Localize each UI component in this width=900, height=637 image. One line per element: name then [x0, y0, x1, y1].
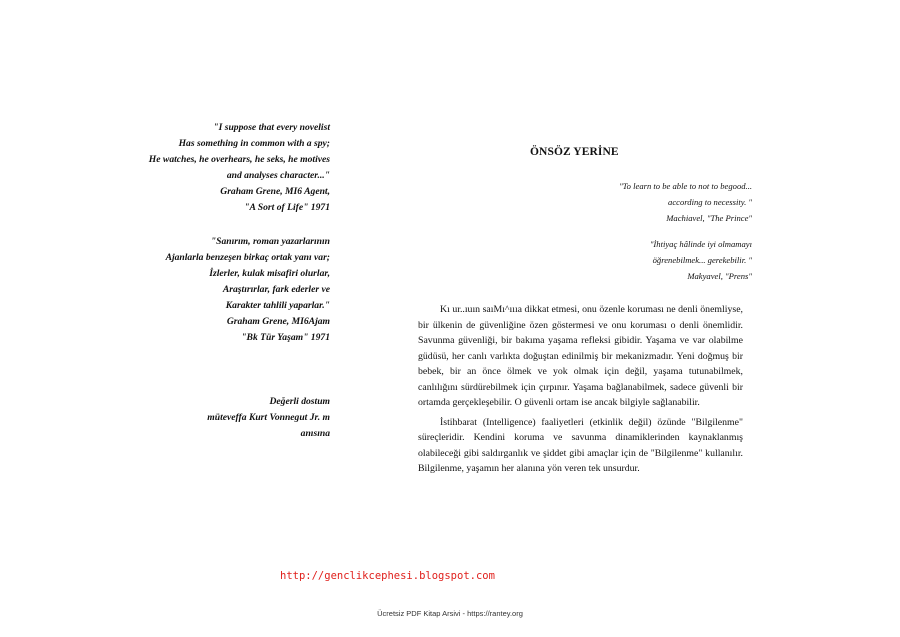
quote-source: "A Sort of Life" 1971 — [244, 202, 330, 213]
body-text — [418, 302, 743, 477]
paragraph: Kı ur..ıuın saıMı^ıııa dikkat etmesi, onu özenle koruması ne denli önemliyse, bir ülkenin de güvenliğine özen göstermesi ve onu koruması o denli önemlidir. Savunma güvenliği, bir bakıma yaşama refleksi gibidir. Yaşama ve var olabilme güdüsü, her canlı varlıkta doğuştan edinilmiş bir mekanizmadır. Yeni doğmuş bir bebek, bir an önce ölmek ve yok olmak için değil, yaşama tutunabilmek, canlılığını sürdürebilmek için çırpınır. Yaşama bağlanabilmek, sadece güvenli bir ortamda gerçekleşebilir. O güvenli ortam ise ancak bilgiyle sağlanabilir. — [418, 304, 743, 408]
turkish-epigraph — [650, 236, 752, 284]
quote-line: Has something in common with a spy; — [178, 138, 330, 149]
footer-text: Ücretsiz PDF Kitap Arsivi - https://rantey.org — [377, 609, 523, 618]
quote-line: and analyses character..." — [226, 170, 330, 181]
epigraph-line: according to necessity. " — [668, 197, 752, 207]
epigraph-line: "To learn to be able to not to begood... — [619, 181, 752, 191]
paragraph: İstihbarat (Intelligence) faaliyetleri (etkinlik değil) özünde "Bilgilenme" süreçleridir. Kendini koruma ve savunma dinamiklerinden kaynaklanmış olabileceği gibi saldırganlık ve şiddet gibi amaçlar için de "Bilgilenme" kullanılır. Bilgilenme, yaşamın her alanına yön veren tek unsurdur. — [418, 416, 743, 474]
left-epigraph-column — [100, 120, 330, 439]
english-epigraph — [619, 178, 752, 226]
quote-line: Araştırırlar, fark ederler ve — [222, 284, 330, 295]
epigraph-attribution: Machiavel, "The Prince" — [666, 213, 752, 223]
quote-line: İzlerler, kulak misafiri olurlar, — [209, 268, 330, 279]
epigraph-line: "İhtiyaç hâlinde iyi olmamayı — [649, 239, 752, 249]
quote-line: He watches, he overhears, he seks, he motives — [148, 154, 330, 165]
quote-source: "Bk Tür Yaşam" 1971 — [241, 332, 330, 343]
dedication-line: anısına — [300, 428, 330, 439]
epigraph-attribution: Makyavel, "Prens" — [687, 271, 752, 281]
dedication-line: müteveffa Kurt Vonnegut Jr. m — [207, 412, 330, 423]
quote-line: Karakter tahlili yaparlar." — [225, 300, 330, 311]
quote-attribution: Graham Grene, MI6 Agent, — [220, 186, 330, 197]
quote-line: "Sanırım, roman yazarlarının — [210, 236, 330, 247]
dedication-line: Değerli dostum — [269, 396, 330, 407]
dedication — [100, 394, 330, 442]
epigraph-line: öğrenebilmek... gerekebilir. " — [652, 255, 752, 265]
english-quote — [100, 120, 330, 216]
blog-link[interactable]: http://genclikcephesi.blogspot.com — [280, 570, 495, 582]
turkish-quote — [100, 234, 330, 346]
quote-attribution: Graham Grene, MI6Ajam — [226, 316, 330, 327]
quote-line: Ajanlarla benzeşen birkaç ortak yanı var; — [165, 252, 330, 263]
quote-line: "I suppose that every novelist — [213, 122, 330, 133]
chapter-title: ÖNSÖZ YERİNE — [530, 146, 619, 158]
